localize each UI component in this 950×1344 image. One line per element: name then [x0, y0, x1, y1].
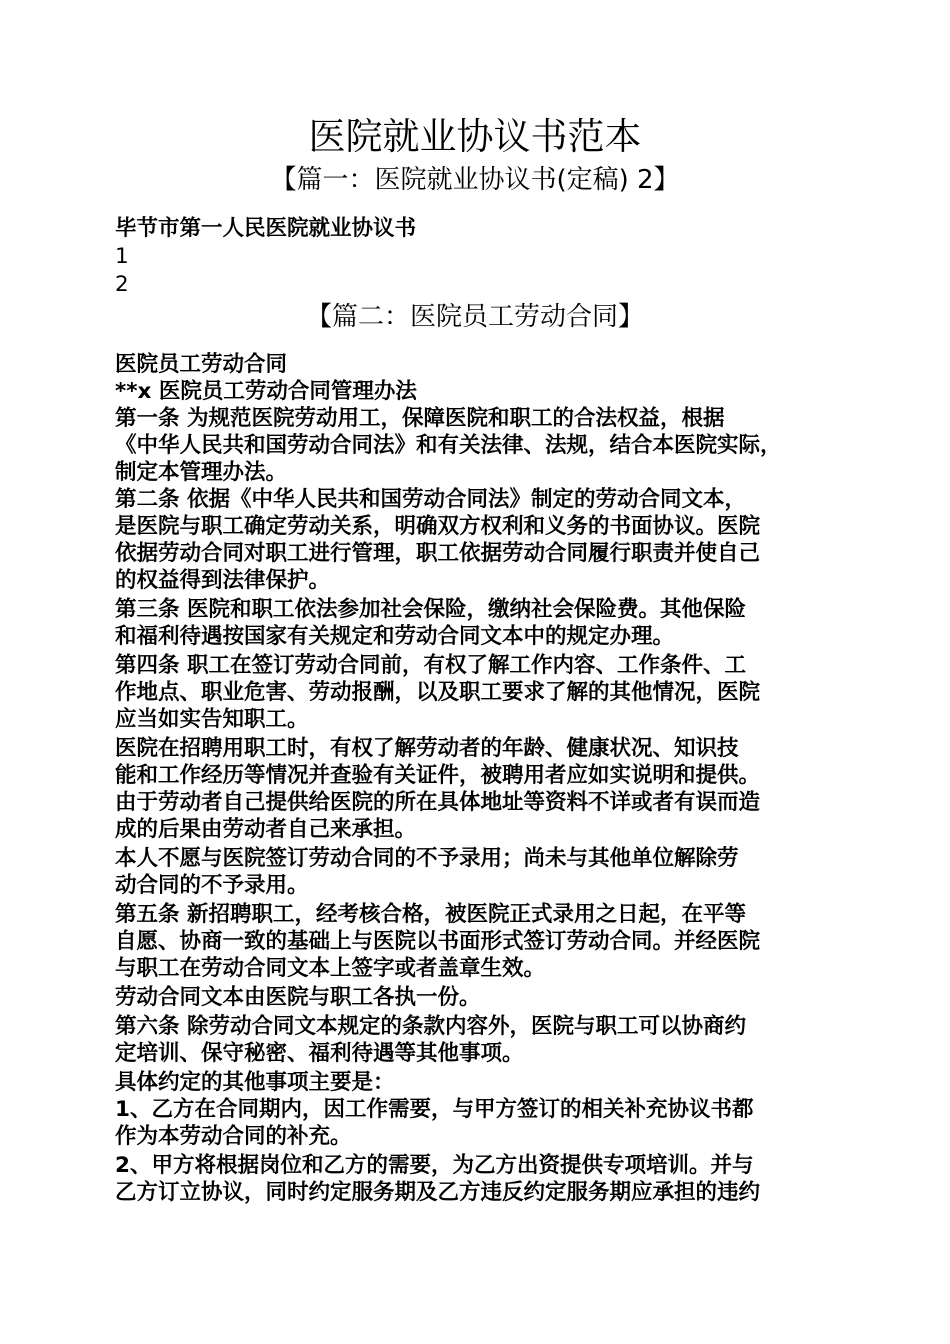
body-line: **x 医院员工劳动合同管理办法 [115, 379, 417, 404]
body-line: 第四条 职工在签订劳动合同前，有权了解工作内容、工作条件、工 [115, 653, 746, 678]
body-line: 第五条 新招聘职工，经考核合格，被医院正式录用之日起，在平等 [115, 902, 746, 927]
body-line: 医院员工劳动合同 [115, 352, 288, 377]
section1-line: 2 [115, 272, 129, 297]
document-title: 医院就业协议书范本 [308, 115, 642, 158]
body-line: 作为本劳动合同的补充。 [115, 1124, 352, 1149]
body-line: 1、乙方在合同期内，因工作需要，与甲方签订的相关补充协议书都 [115, 1097, 754, 1122]
body-line: 本人不愿与医院签订劳动合同的不予录用；尚未与其他单位解除劳 [115, 846, 739, 871]
body-line: 《中华人民共和国劳动合同法》和有关法律、法规，结合本医院实际， [115, 433, 782, 458]
body-line: 作地点、职业危害、劳动报酬，以及职工要求了解的其他情况，医院 [115, 680, 761, 705]
body-line: 制定本管理办法。 [115, 460, 288, 485]
body-line: 由于劳动者自己提供给医院的所在具体地址等资料不详或者有误而造 [115, 790, 761, 815]
body-line: 医院在招聘用职工时，有权了解劳动者的年龄、健康状况、知识技 [115, 736, 739, 761]
body-line: 劳动合同文本由医院与职工各执一份。 [115, 985, 481, 1010]
body-line: 第六条 除劳动合同文本规定的条款内容外，医院与职工可以协商约 [115, 1014, 746, 1039]
body-line: 自愿、协商一致的基础上与医院以书面形式签订劳动合同。并经医院 [115, 929, 761, 954]
body-line: 能和工作经历等情况并查验有关证件，被聘用者应如实说明和提供。 [115, 763, 761, 788]
section2-heading: 【篇二：医院员工劳动合同】 [305, 302, 644, 332]
section1-line: 毕节市第一人民医院就业协议书 [115, 216, 417, 241]
body-line: 定培训、保守秘密、福利待遇等其他事项。 [115, 1041, 524, 1066]
body-line: 是医院与职工确定劳动关系，明确双方权利和义务的书面协议。医院 [115, 514, 761, 539]
body-line: 和福利待遇按国家有关规定和劳动合同文本中的规定办理。 [115, 624, 675, 649]
body-line: 应当如实告知职工。 [115, 707, 309, 732]
section1-heading: 【篇一：医院就业协议书(定稿) 2】 [270, 165, 680, 195]
body-line: 第二条 依据《中华人民共和国劳动合同法》制定的劳动合同文本， [115, 487, 746, 512]
body-line: 与职工在劳动合同文本上签字或者盖章生效。 [115, 956, 546, 981]
body-line: 第一条 为规范医院劳动用工，保障医院和职工的合法权益，根据 [115, 406, 725, 431]
body-line: 的权益得到法律保护。 [115, 568, 331, 593]
section1-line: 1 [115, 244, 129, 269]
body-line: 第三条 医院和职工依法参加社会保险，缴纳社会保险费。其他保险 [115, 597, 746, 622]
body-line: 乙方订立协议，同时约定服务期及乙方违反约定服务期应承担的违约 [115, 1180, 761, 1205]
body-line: 动合同的不予录用。 [115, 873, 309, 898]
body-line: 成的后果由劳动者自己来承担。 [115, 817, 417, 842]
body-line: 具体约定的其他事项主要是： [115, 1070, 395, 1095]
body-line: 依据劳动合同对职工进行管理，职工依据劳动合同履行职责并使自己 [115, 541, 761, 566]
body-line: 2、甲方将根据岗位和乙方的需要，为乙方出资提供专项培训。并与 [115, 1153, 754, 1178]
